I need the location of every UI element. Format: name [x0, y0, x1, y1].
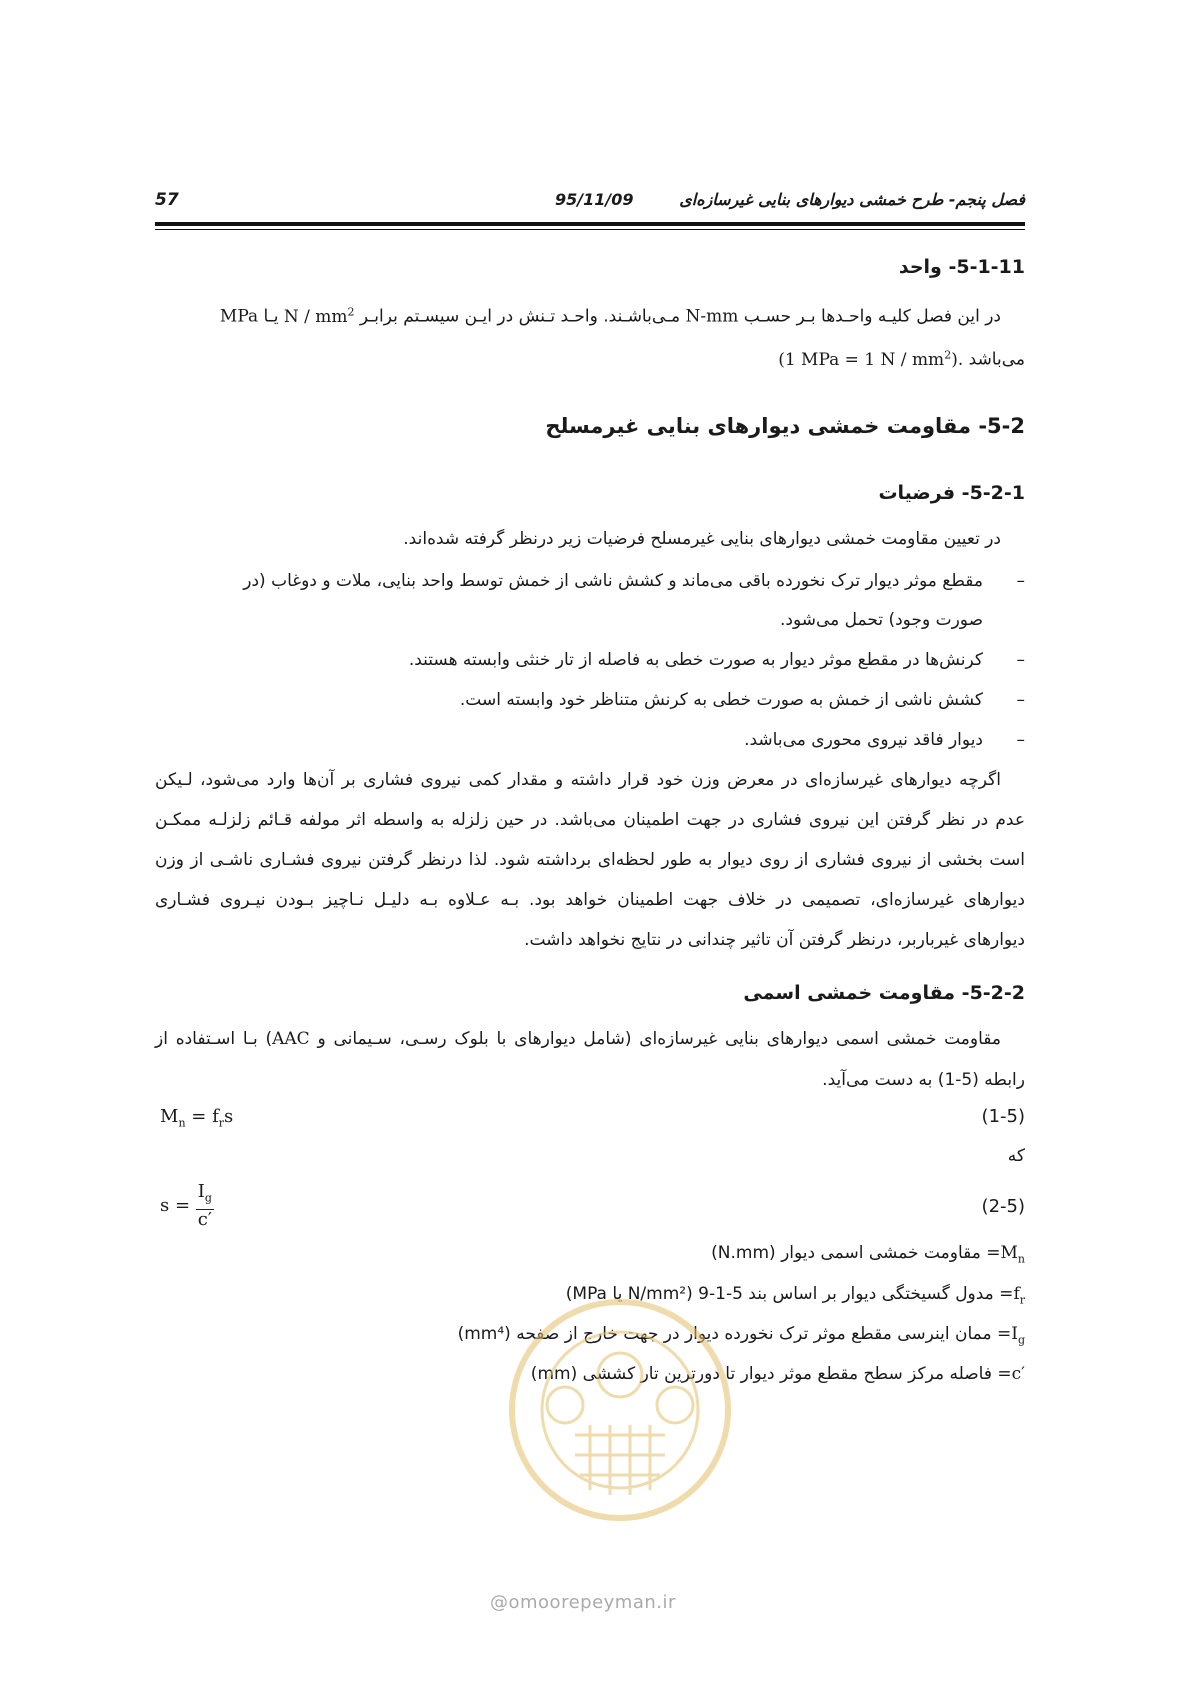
section-heading-nominal: 5-2-2- مقاومت خمشی اسمی: [743, 982, 1025, 1004]
section-heading-units: 5-1-11- واحد: [898, 256, 1025, 278]
assumptions-intro: در تعیین مقاومت خمشی دیوارهای بنایی غیرمسلح فرضیات زیر درنظر گرفته شده‌اند.: [403, 529, 1001, 549]
section-heading-main: 5-2- مقاومت خمشی دیوارهای بنایی غیرمسلح: [545, 414, 1025, 438]
definition-ig: $I_g=$ ممان اینرسی مقطع موثر ترک نخورده دیوار در جهت خارج از صفحه (mm⁴): [457, 1324, 1025, 1347]
nominal-line-1: مقاومت خمشی اسمی دیوارهای بنایی غیرسازه‌ای (شامل دیوارهای با بلوک رسـی، سـیمانی و AAC) بـا اسـتفاده از: [155, 1029, 1001, 1049]
assumptions-para-line-5: دیوارهای غیرباربر، درنظر گرفتن آن تاثیر چندانی در نتایج نخواهد داشت.: [524, 930, 1025, 950]
equation-2: s = $\frac{I_g}{c'}$: [160, 1181, 212, 1230]
assumption-bullet-3: –کشش ناشی از خمش به صورت خطی به کرنش متناظر خود وابسته است.: [459, 690, 1025, 710]
watermark-site: @omoorepeyman.ir: [490, 1592, 676, 1613]
assumption-bullet-1: –مقطع موثر دیوار ترک نخورده باقی می‌ماند و کشش ناشی از خمش توسط واحد بنایی، ملات و دوغاب (در: [243, 571, 1025, 591]
assumptions-para-line-3: است بخشی از نیروی فشاری از روی دیوار به طور لحظه‌ای برداشته شود. لذا درنظر گرفتن نیروی فشـاری ناشـی از وزن: [155, 850, 1025, 870]
header-date: 95/11/09: [555, 190, 634, 209]
that-word: که: [1007, 1146, 1025, 1166]
assumptions-para-line-1: اگرچه دیوارهای غیرسازه‌ای در معرض وزن خود قرار داشته و مقدار کمی نیروی فشاری بر آن‌ها وارد می‌شود، لـیکن: [155, 770, 1001, 790]
assumption-bullet-1-cont: صورت وجود) تحمل می‌شود.: [779, 610, 983, 630]
header-rule-thin: [155, 229, 1025, 230]
assumptions-para-line-2: عدم در نظر گرفتن این نیروی فشاری در جهت اطمینان می‌باشد. در حین زلزله به واسطه اثر مولفه قـائم زلزلـه ممکـن: [155, 810, 1025, 830]
assumption-bullet-2: –کرنش‌ها در مقطع موثر دیوار به صورت خطی به فاصله از تار خنثی وابسته هستند.: [408, 650, 1025, 670]
definition-mn: $M_n=$ مقاومت خمشی اسمی دیوار (N.mm): [711, 1243, 1025, 1266]
nominal-line-2: رابطه (5-1) به دست می‌آید.: [822, 1070, 1025, 1090]
section-heading-assumptions: 5-2-1- فرضیات: [878, 482, 1025, 504]
assumption-bullet-4: –دیوار فاقد نیروی محوری می‌باشد.: [744, 730, 1025, 750]
definition-c: c′= فاصله مرکز سطح مقطع موثر دیوار تا دورترین تار کششی (mm): [530, 1364, 1025, 1384]
watermark-seal-icon: [505, 1295, 735, 1525]
units-line-1: در این فصل کلیـه واحـدها بـر حسـب N-mm مـی‌باشـند. واحـد تـنش در ایـن سیسـتم برابـر N / $mm^2$ یـا MPa: [219, 305, 1001, 327]
page-number: 57: [155, 190, 179, 210]
equation-1-number: (1-5): [981, 1106, 1025, 1127]
units-line-2: می‌باشد (1 MPa = 1 N / $mm^2$).: [778, 348, 1025, 370]
definition-fr: $f_r=$ مدول گسیختگی دیوار بر اساس بند 5-1-9 (N/mm² یا MPa): [565, 1284, 1025, 1307]
header-rule-thick: [155, 222, 1025, 226]
equation-1: $M_n = f_rs$: [160, 1106, 234, 1130]
equation-2-number: (2-5): [981, 1196, 1025, 1217]
assumptions-para-line-4: دیوارهای غیرسازه‌ای، تصمیمی در خلاف جهت اطمینان خواهد بود. بـه عـلاوه بـه دلیـل نـاچیز بـودن نیـروی فشـاری: [155, 890, 1025, 910]
chapter-title: فصل پنجم- طرح خمشی دیوارهای بنایی غیرسازه‌ای: [679, 190, 1025, 209]
